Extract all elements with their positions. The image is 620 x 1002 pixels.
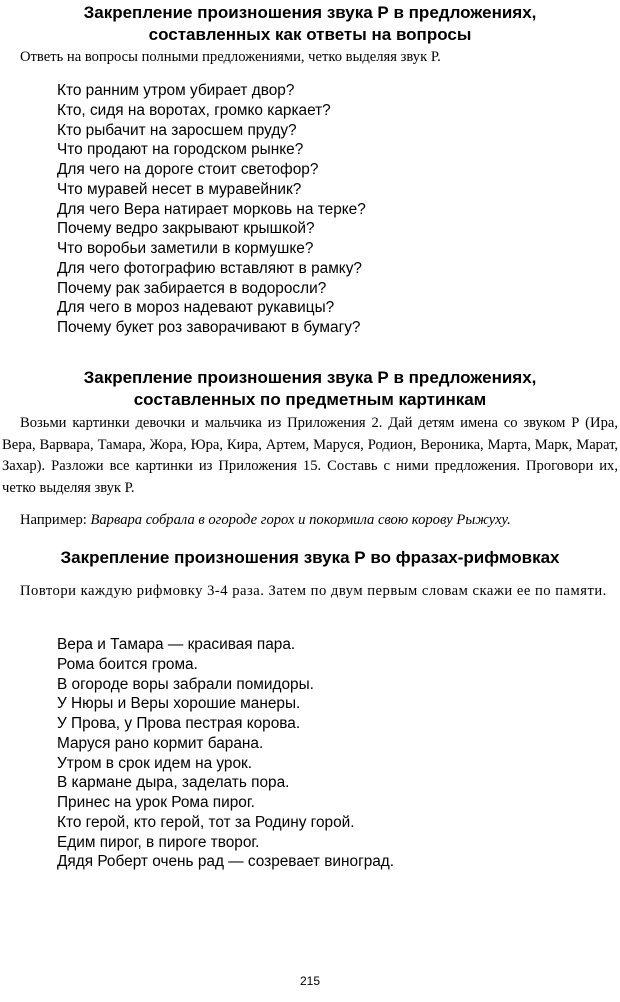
question-item: Для чего в мороз надевают рукавицы? (57, 299, 335, 317)
rhyme-list (57, 635, 394, 872)
rhyme-item: Вера и Тамара — красивая пара. (57, 636, 296, 653)
rhyme-item: Едим пирог, в пироге творог. (57, 833, 260, 851)
rhyme-item: У Прова, у Прова пестрая корова. (57, 715, 301, 732)
section-2-title-line-1: Закрепление произношения звука Р в предложениях, (83, 368, 537, 387)
section-1-instruction: Ответь на вопросы полными предложениями, четко выделяя звук Р. (20, 49, 441, 65)
page-number: 215 (299, 974, 321, 988)
question-item: Для чего Вера натирает морковь на терке? (57, 200, 366, 218)
question-item: Что продают на городском рынке? (57, 141, 304, 159)
question-item: Для чего фотографию вставляют в рамку? (57, 259, 362, 277)
rhyme-item: Утром в срок идем на урок. (57, 754, 253, 772)
rhyme-item: В кармане дыра, заделать пора. (57, 774, 290, 792)
section-2-paragraph: Возьми картинки девочки и мальчика из Приложения 2. Дай детям имена со звуком Р (Ира, Вера, Варвара, Тамара, Жора, Юра, Кира, Артем, Маруся, Родион, Вероника, Марта, Марк, Марат, Захар). Разложи все картинки из Приложения 15. Составь с ними предложения. Проговори их, четко выделяя звук Р. (2, 415, 618, 496)
question-item: Что воробьи заметили в кормушке? (57, 240, 314, 257)
example-label: Например: (20, 512, 87, 528)
rhyme-item: В огороде воры забрали помидоры. (57, 675, 314, 693)
question-item: Почему ведро закрывают крышкой? (57, 220, 315, 238)
rhyme-item: У Нюры и Веры хорошие манеры. (57, 695, 301, 713)
example-text: Варвара собрала в огороде горох и покормила свою корову Рыжуху. (90, 512, 511, 528)
section-2-title (0, 367, 620, 411)
section-2-example (20, 510, 618, 532)
question-item: Почему букет роз заворачивают в бумагу? (57, 319, 361, 336)
section-3-title: Закрепление произношения звука Р во фразах-рифмовках (60, 548, 560, 567)
section-1-title-line-2: составленных как ответы на вопросы (148, 25, 472, 44)
rhyme-item: Кто герой, кто герой, тот за Родину горой. (57, 813, 355, 831)
rhyme-item: Маруся рано кормит барана. (57, 734, 264, 752)
question-item: Что муравей несет в муравейник? (57, 180, 302, 198)
rhyme-item: Рома боится грома. (57, 655, 198, 673)
section-1-title-line-1: Закрепление произношения звука Р в предложениях, (83, 3, 537, 22)
question-list (57, 81, 366, 338)
question-item: Для чего на дороге стоит светофор? (57, 161, 319, 178)
question-item: Почему рак забирается в водоросли? (57, 279, 327, 297)
section-1-title (0, 2, 620, 46)
section-2-title-line-2: составленных по предметным картинкам (133, 390, 487, 409)
rhyme-item: Дядя Роберт очень рад — созревает виноград. (57, 853, 395, 871)
rhyme-item: Принес на урок Рома пирог. (57, 794, 255, 811)
question-item: Кто рыбачит на заросшем пруду? (57, 121, 297, 139)
section-3-instruction: Повтори каждую рифмовку 3-4 раза. Затем по двум первым словам скажи ее по памяти. (20, 583, 607, 599)
question-item: Кто, сидя на воротах, громко каркает? (57, 101, 331, 119)
question-item: Кто ранним утром убирает двор? (57, 82, 295, 99)
